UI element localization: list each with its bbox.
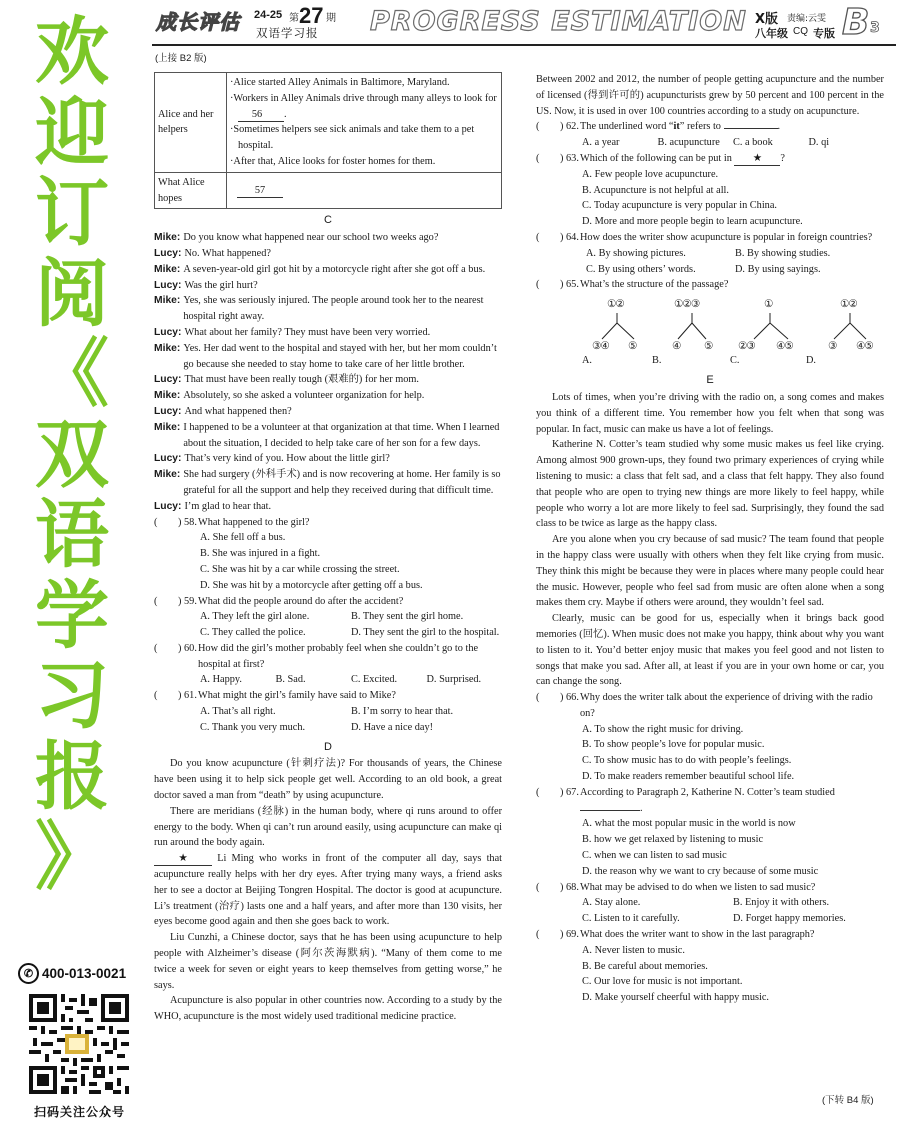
dialogue-line: [154, 499, 502, 515]
paragraph: Do you know acupuncture (针刺疗法)? For thousands of years, the Chinese have been using it to help sick people get well. According to an old book, a great doctor saved a man from “death” by using acupuncture.: [154, 758, 502, 802]
header-banner: PROGRESS ESTIMATION: [370, 6, 747, 37]
line-text: I’m glad to hear that.: [184, 500, 272, 512]
answer-paren[interactable]: ( ) 58.: [154, 516, 197, 528]
option[interactable]: A. By showing pictures.: [586, 247, 686, 259]
line-text: She had surgery (外科手术) and is now recovering at home. Her family is so grateful for all the support and help they received during that difficult time.: [183, 469, 501, 496]
header-issue-number: 27: [299, 3, 324, 28]
continued-from: (上接 B2 版): [155, 53, 207, 64]
answer-paren[interactable]: ( ) 67.: [536, 786, 579, 798]
option[interactable]: B. acupuncture: [657, 137, 720, 149]
paragraph: [154, 851, 502, 930]
question-66: [536, 690, 884, 785]
option[interactable]: C. By using others’ words.: [586, 263, 696, 275]
table-bullet: ·Alice started Alley Animals in Baltimore, Maryland.: [230, 77, 450, 88]
paragraph: Liu Cunzhi, a Chinese doctor, says that he has been using acupuncture to help people with Alzheimer’s disease (阿尔茨海默病). “Many of them come to me twice a week for seven or eight years to keep themselves from getting worse,” he says.: [154, 932, 502, 991]
tree-bottom: ⑤: [628, 341, 637, 353]
question-stem: What happened to the girl?: [198, 516, 310, 528]
option[interactable]: A. That’s all right.: [200, 706, 276, 718]
option[interactable]: A. To show the right music for driving.: [582, 723, 744, 735]
answer-paren[interactable]: ( ) 65.: [536, 279, 579, 291]
dialogue-line: [154, 293, 502, 325]
question-60: [154, 641, 502, 688]
option[interactable]: B. how we get relaxed by listening to music: [582, 834, 764, 846]
answer-blank-57[interactable]: 57: [237, 185, 283, 198]
section-title-d: D: [324, 740, 332, 753]
page-header: [152, 2, 896, 43]
table-bullet: ·Sometimes helpers see sick animals and take them to a pet hospital.: [230, 124, 475, 152]
question-67: [536, 785, 884, 880]
option-label: A.: [582, 355, 593, 367]
speaker: Mike:: [154, 342, 181, 354]
line-text: Absolutely, so she asked a volunteer organization for help.: [183, 390, 425, 402]
option[interactable]: C. when we can listen to sad music: [582, 850, 727, 862]
speaker: Mike:: [154, 421, 181, 433]
option[interactable]: D. They sent the girl to the hospital.: [351, 627, 500, 639]
paragraph: Lots of times, when you’re driving with the radio on, a song comes and makes you think of a different time. You remember how you felt when that song was popular. In fact, music can make us have a lot of feelings.: [536, 391, 884, 435]
speaker: Lucy:: [154, 405, 182, 417]
promo-char: 欢: [35, 9, 109, 95]
right-column: [536, 72, 884, 1006]
dialogue-line: [154, 372, 502, 388]
dialogue-line: [154, 451, 502, 467]
table-cell: [227, 172, 502, 209]
tree-bottom: ④⑤: [856, 341, 873, 353]
option[interactable]: A. They left the girl alone.: [200, 611, 310, 623]
option[interactable]: A. a year: [582, 137, 620, 149]
option[interactable]: C. Thank you very much.: [200, 721, 306, 733]
answer-blank-56[interactable]: 56: [238, 109, 284, 122]
option[interactable]: B. To show people’s love for popular music.: [582, 739, 765, 751]
speaker: Mike:: [154, 469, 181, 481]
question-63: [536, 151, 884, 230]
line-text: No. What happened?: [184, 247, 271, 259]
stem-text: The underlined word “: [580, 121, 674, 133]
option[interactable]: C. To show music has to do with people’s feelings.: [582, 755, 792, 767]
speaker: Mike:: [154, 263, 181, 275]
stem-text: According to Paragraph 2, Katherine N. Cotter’s team studied: [580, 786, 835, 798]
option[interactable]: C. Excited.: [351, 674, 398, 686]
line-text: That must have been really tough (艰难的) for her mom.: [184, 374, 419, 386]
answer-paren[interactable]: ( ) 59.: [154, 595, 197, 607]
tree-top: ①②: [607, 299, 624, 311]
option[interactable]: A. Never listen to music.: [582, 944, 685, 956]
left-column: [154, 72, 502, 1025]
bullet-text: ·Workers in Alley Animals drive through many alleys to look for: [230, 92, 497, 104]
table-bullet: ·After that, Alice looks for foster homes for them.: [230, 155, 436, 167]
promo-slogan: [22, 9, 122, 900]
answer-paren[interactable]: ( ) 66.: [536, 692, 579, 704]
paragraph: Katherine N. Cotter’s team studied why some music makes us feel like crying. Among almost 900 grown-ups, they found two primary experiences of crying while listening to music: a class that felt sad, and a class that felt happy. They also found that people who are open to trying new things are more likely to feel happy, while people who worry a lot are more likely to feel sad. Surprisingly, they found the sad class to be twice as large as the happy class.: [536, 439, 884, 530]
table-cell: [227, 73, 502, 173]
line-text: A seven-year-old girl got hit by a motorcycle right after she got off a bus.: [183, 263, 486, 275]
paragraph: Are you alone when you cry because of sad music? The team found that people in the happy class were usually with others when they felt like crying from music. They think this might be because they were in places where many people could hear the music. However, people who feel sad from music are often alone when a song makes them cry. Maybe if others were around, they wouldn’t feel sad.: [536, 534, 884, 609]
promo-char: 报: [35, 733, 109, 820]
line-text: I happened to be a volunteer at that organization at that time. When I learned about the situation, I decided to help take care of her son for a few days.: [183, 421, 500, 449]
option[interactable]: B. They sent the girl home.: [351, 611, 464, 623]
speaker: Mike:: [154, 295, 181, 307]
question-62: [536, 119, 884, 151]
phone-number[interactable]: [18, 962, 143, 984]
question-stem: How does the writer show acupuncture is popular in foreign countries?: [580, 231, 873, 243]
table-row: [155, 73, 502, 173]
table-label: Alice and her helpers: [155, 73, 227, 173]
speaker: Lucy:: [154, 500, 182, 512]
option[interactable]: A. what the most popular music in the world is now: [582, 818, 796, 830]
dialogue-line: [154, 388, 502, 404]
section-title-e: E: [706, 374, 714, 387]
dialogue-line: [154, 325, 502, 341]
option[interactable]: A. Stay alone.: [582, 897, 641, 909]
question-stem: What did the people around do after the accident?: [198, 595, 404, 607]
question-stem: What may be advised to do when we listen to sad music?: [580, 881, 816, 893]
question-stem: Why does the writer talk about the experience of driving with the radio on?: [580, 692, 873, 719]
header-year: 24-25: [254, 9, 283, 21]
tree-bottom: ④: [672, 341, 681, 353]
option[interactable]: D. Make yourself cheerful with happy music.: [582, 992, 770, 1004]
tree-top: ①: [764, 299, 773, 311]
answer-blank[interactable]: [724, 128, 778, 129]
speaker: Lucy:: [154, 247, 182, 259]
option[interactable]: B. Sad.: [275, 674, 306, 686]
line-text: Yes. Her dad went to the hospital and stayed with her, but her mom couldn’t go because she needed to stay home to take care of her little brother.: [183, 342, 497, 370]
question-stem: What does the writer want to show in the last paragraph?: [580, 929, 815, 941]
paragraph: There are meridians (经脉) in the human body, where qi runs around to offer energy to the body. When qi can’t run around easily, using acupuncture can make qi run around the body again.: [154, 805, 502, 849]
option-label: D.: [806, 355, 817, 367]
header-brand: 成长评估: [156, 10, 240, 34]
tree-top: ①②③: [674, 299, 700, 311]
option[interactable]: D. More and more people begin to learn acupuncture.: [582, 216, 803, 228]
option[interactable]: B. Be careful about memories.: [582, 960, 708, 972]
dialogue-line: [154, 246, 502, 262]
option[interactable]: B. I’m sorry to hear that.: [351, 706, 454, 718]
header-region: CQ: [793, 26, 808, 37]
option[interactable]: B. Acupuncture is not helpful at all.: [582, 184, 729, 196]
question-64: [536, 230, 884, 277]
star-blank[interactable]: ★: [154, 853, 212, 866]
dialogue-line: [154, 404, 502, 420]
section-title-c: C: [324, 214, 332, 227]
option[interactable]: D. To make readers remember beautiful school life.: [582, 771, 795, 783]
phone-text: 400-013-0021: [42, 965, 127, 981]
header-page-letter: B: [842, 2, 870, 43]
option[interactable]: B. She was injured in a fight.: [200, 548, 321, 560]
tree-top: ①②: [840, 299, 857, 311]
question-58: [154, 515, 502, 594]
dialogue-line: [154, 262, 502, 278]
option[interactable]: A. She fell off a bus.: [200, 532, 286, 544]
header-page-number: 3: [870, 20, 880, 36]
structure-options: [536, 295, 884, 373]
line-text: What about her family? They must have been very worried.: [184, 326, 431, 338]
option[interactable]: B. By showing studies.: [735, 247, 831, 259]
stem-text: ?: [780, 152, 785, 164]
table-bullet: ·Workers in Alley Animals drive through many alleys to look for 56 .: [230, 92, 497, 120]
header-rule: [152, 44, 896, 46]
line-text: Do you know what happened near our school two weeks ago?: [183, 232, 439, 244]
promo-char: 阅: [35, 250, 109, 337]
stem-text: ” refers to: [679, 121, 721, 133]
header-region-suffix: 专版: [813, 27, 835, 40]
question-59: [154, 594, 502, 641]
option[interactable]: A. Few people love acupuncture.: [582, 168, 719, 180]
phone-icon: ✆: [18, 963, 39, 984]
paragraph: Clearly, music can be good for us, especially when it brings back good memories (回忆). When music does not make you happy, think about why you want to listen to it. You’d better enjoy music that makes you feel good and not listen to songs that make you sad. After all, at least if you are in your own home or car, you can change the song.: [536, 613, 884, 688]
star-blank[interactable]: ★: [734, 153, 780, 166]
answer-paren[interactable]: ( ) 64.: [536, 231, 579, 243]
tree-bottom: ⑤: [704, 341, 713, 353]
option[interactable]: C. a book: [733, 137, 773, 149]
tree-bottom: ③: [828, 341, 837, 353]
line-text: And what happened then?: [184, 405, 292, 417]
info-table: [154, 72, 502, 209]
promo-char: 学: [35, 572, 109, 659]
answer-paren[interactable]: ( ) 60.: [154, 642, 197, 654]
answer-paren[interactable]: ( ) 63.: [536, 152, 579, 164]
tree-bottom: ④⑤: [776, 341, 793, 353]
answer-blank[interactable]: [580, 810, 640, 811]
option[interactable]: C. Listen to it carefully.: [582, 913, 680, 925]
header-edition: X版: [755, 12, 779, 27]
stem-text: .: [777, 121, 781, 133]
option[interactable]: D. the reason why we want to cry because of some music: [582, 865, 819, 877]
promo-strip: [0, 0, 145, 1125]
promo-char: 》: [35, 814, 109, 900]
promo-char: 订: [35, 170, 109, 256]
answer-paren[interactable]: ( ) 68.: [536, 881, 579, 893]
option[interactable]: C. She was hit by a car while crossing the street.: [200, 563, 400, 575]
question-61: [154, 688, 502, 735]
header-paper-name: 双语学习报: [256, 26, 319, 40]
continued-to: (下转 B4 版): [822, 1095, 874, 1106]
option-label: B.: [652, 355, 662, 367]
option[interactable]: D. Surprised.: [426, 674, 482, 686]
line-text: Yes, she was seriously injured. The people around took her to the nearest hospital right away.: [183, 295, 484, 323]
header-issue-label: 第: [289, 13, 299, 24]
dialogue-line: [154, 341, 502, 373]
option[interactable]: D. Forget happy memories.: [733, 913, 846, 925]
speaker: Mike:: [154, 232, 181, 244]
answer-paren[interactable]: ( ) 69.: [536, 929, 579, 941]
option[interactable]: D. Have a nice day!: [351, 721, 434, 733]
speaker: Lucy:: [154, 279, 182, 291]
promo-char: 习: [35, 653, 109, 739]
header-editor: 责编:云雯: [787, 14, 827, 24]
option[interactable]: C. Our love for music is not important.: [582, 976, 743, 988]
paragraph-text: Li Ming who works in front of the computer all day, says that acupuncture really helps with her dry eyes. After trying many ways, a friend asks her to see a doctor at Beijing Tongren Hospital. The doctor is good at acupuncture. Li’s treatment (治疗) lasts one and a half years, and after more than 130 visits, her eyes become good again and then she goes back to work.: [154, 853, 503, 928]
line-text: Was the girl hurt?: [184, 279, 258, 291]
qr-caption: 扫码关注公众号: [33, 1105, 125, 1119]
speaker: Mike:: [154, 390, 181, 402]
option[interactable]: D. By using sayings.: [735, 263, 821, 275]
paragraph: Between 2002 and 2012, the number of people getting acupuncture and the number of licensed (得到许可的) acupuncturists grew by 50 percent and 100 percent in the US. Now, it is used in over 100 countries according to a study on acupuncture.: [536, 74, 884, 117]
tree-bottom: ③④: [592, 341, 609, 353]
option[interactable]: B. Enjoy it with others.: [733, 897, 830, 909]
option[interactable]: C. Today acupuncture is very popular in China.: [582, 200, 777, 212]
underlined-word: it: [673, 121, 680, 133]
table-label: What Alice hopes: [155, 172, 227, 209]
speaker: Lucy:: [154, 374, 182, 386]
qr-code[interactable]: [29, 994, 129, 1094]
dialogue-line: [154, 467, 502, 499]
promo-char: 迎: [35, 89, 109, 176]
promo-char: 双: [35, 411, 109, 498]
header-issue-unit: 期: [326, 13, 336, 24]
question-68: [536, 880, 884, 927]
question-stem: What might the girl’s family have said to Mike?: [198, 690, 396, 702]
speaker: Lucy:: [154, 453, 182, 465]
option[interactable]: C. They called the police.: [200, 627, 306, 639]
speaker: Lucy:: [154, 326, 182, 338]
option[interactable]: A. Happy.: [200, 674, 242, 686]
promo-char: 语: [35, 492, 109, 578]
dialogue-line: [154, 420, 502, 452]
option-label: C.: [730, 355, 740, 367]
paragraph: Acupuncture is also popular in other countries now. According to a study by the WHO, acupuncture is the most widely used traditional medicine practice.: [154, 995, 502, 1023]
question-69: [536, 927, 884, 1006]
stem-text: Which of the following can be put in: [580, 152, 732, 164]
question-stem: [580, 151, 884, 167]
table-row: [155, 172, 502, 209]
question-stem: What’s the structure of the passage?: [580, 279, 729, 291]
promo-char: 《: [35, 331, 109, 417]
line-text: That’s very kind of you. How about the little girl?: [184, 453, 390, 465]
option[interactable]: D. She was hit by a motorcycle after getting off a bus.: [200, 579, 423, 591]
answer-paren[interactable]: ( ) 61.: [154, 690, 197, 702]
dialogue-line: [154, 278, 502, 294]
question-stem: [580, 119, 884, 135]
dialogue-line: [154, 230, 502, 246]
dialogue: [154, 230, 502, 514]
question-stem: According to Paragraph 2, Katherine N. Cotter’s team studied .: [580, 786, 835, 814]
tree-bottom: ②③: [738, 341, 755, 353]
header-grade: 八年级: [755, 27, 788, 40]
question-65: [536, 277, 884, 373]
option[interactable]: D. qi: [808, 137, 830, 149]
answer-paren[interactable]: ( ) 62.: [536, 121, 579, 133]
question-stem: How did the girl’s mother probably feel when she couldn’t go to the hospital at first?: [198, 642, 479, 670]
